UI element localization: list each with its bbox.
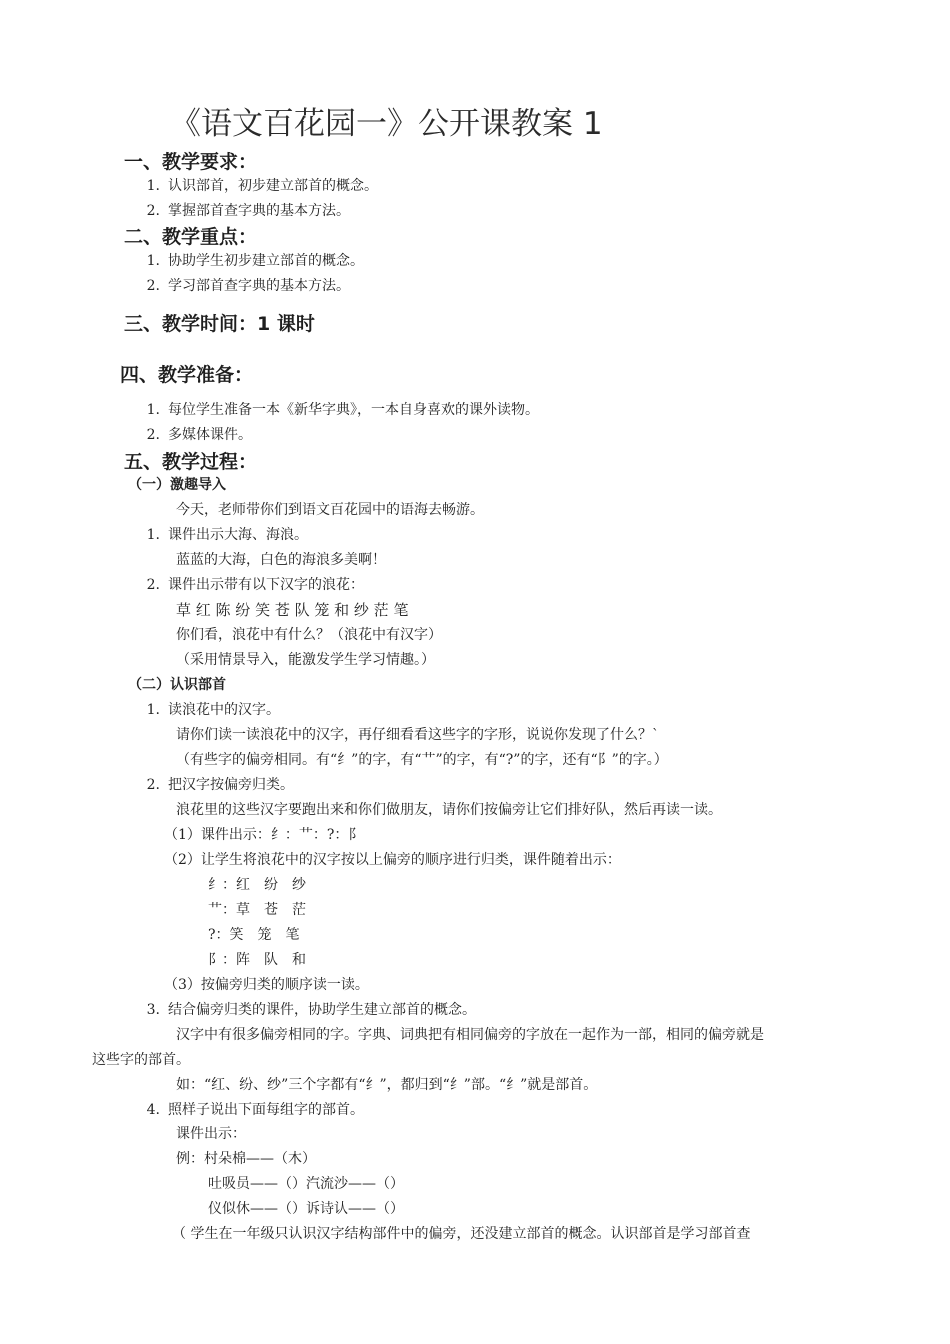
paragraph: 课件出示： bbox=[176, 1126, 246, 1142]
paragraph-note: （ 学生在一年级只认识汉字结构部件中的偏旁，还没建立部首的概念。认识部首是学习部首查 bbox=[172, 1226, 751, 1242]
paragraph: 你们看，浪花中有什么？（浪花中有汉字） bbox=[176, 627, 442, 643]
list-item: 读浪花中的汉字。 bbox=[168, 702, 280, 718]
list-number: 1. bbox=[146, 178, 160, 194]
list-number: 2. bbox=[146, 577, 160, 593]
paragraph: 蓝蓝的大海，白色的海浪多美啊！ bbox=[176, 552, 386, 568]
list-number: 3. bbox=[146, 1002, 160, 1018]
paragraph: （有些字的偏旁相同。有“纟”的字，有“艹”的字，有“?”的字，还有“阝”的字。） bbox=[176, 752, 668, 768]
list-item: 协助学生初步建立部首的概念。 bbox=[168, 253, 364, 269]
list-item: 照样子说出下面每组字的部首。 bbox=[168, 1102, 364, 1118]
document-title: 《语文百花园一》公开课教案 1 bbox=[170, 106, 603, 142]
paragraph: （2）让学生将浪花中的汉字按以上偏旁的顺序进行归类，课件随着出示： bbox=[164, 852, 621, 868]
radical-group: 艹：草 苍 茫 bbox=[208, 902, 306, 918]
paragraph: （3）按偏旁归类的顺序读一读。 bbox=[164, 977, 369, 993]
section-heading-requirements: 一、教学要求： bbox=[124, 151, 258, 173]
section-heading-process: 五、教学过程： bbox=[124, 451, 258, 473]
list-number: 1. bbox=[146, 253, 160, 269]
character-list: 草 红 陈 纷 笑 苍 队 笼 和 纱 茫 笔 bbox=[176, 601, 409, 619]
list-number: 2. bbox=[146, 203, 160, 219]
radical-group: 纟：红 纷 纱 bbox=[208, 877, 306, 893]
example-line: 吐吸员——（）汽流沙——（） bbox=[208, 1176, 404, 1192]
example-line: 仪似休——（）诉诗认——（） bbox=[208, 1201, 404, 1217]
example-line: 例：村朵棉——（木） bbox=[176, 1151, 316, 1167]
paragraph: 浪花里的这些汉字要跑出来和你们做朋友，请你们按偏旁让它们排好队，然后再读一读。 bbox=[176, 802, 722, 818]
list-item: 认识部首，初步建立部首的概念。 bbox=[168, 178, 378, 194]
subsection-heading-radicals: （二）认识部首 bbox=[128, 677, 226, 693]
list-number: 2. bbox=[146, 427, 160, 443]
list-number: 4. bbox=[146, 1102, 160, 1118]
paragraph: （1）课件出示：纟：艹：?：阝 bbox=[164, 827, 363, 843]
list-number: 1. bbox=[146, 527, 160, 543]
list-number: 1. bbox=[146, 402, 160, 418]
section-heading-preparation: 四、教学准备： bbox=[120, 364, 254, 386]
paragraph-continued: 这些字的部首。 bbox=[92, 1052, 190, 1068]
list-item: 多媒体课件。 bbox=[168, 427, 252, 443]
paragraph: 请你们读一读浪花中的汉字，再仔细看看这些字的字形，说说你发现了什么？` bbox=[176, 727, 659, 743]
paragraph: 今天，老师带你们到语文百花园中的语海去畅游。 bbox=[176, 502, 484, 518]
radical-group: ?：笑 笼 笔 bbox=[208, 927, 300, 943]
list-item: 把汉字按偏旁归类。 bbox=[168, 777, 294, 793]
list-item: 掌握部首查字典的基本方法。 bbox=[168, 203, 350, 219]
paragraph: 汉字中有很多偏旁相同的字。字典、词典把有相同偏旁的字放在一起作为一部，相同的偏旁就是 bbox=[176, 1027, 764, 1043]
paragraph-note: （采用情景导入，能激发学生学习情趣。） bbox=[176, 652, 435, 668]
section-heading-time: 三、教学时间：1 课时 bbox=[124, 313, 315, 335]
list-number: 2. bbox=[146, 777, 160, 793]
radical-group: 阝：阵 队 和 bbox=[208, 952, 306, 968]
subsection-heading-intro: （一）激趣导入 bbox=[128, 477, 226, 493]
list-item: 学习部首查字典的基本方法。 bbox=[168, 278, 350, 294]
section-heading-key-points: 二、教学重点： bbox=[124, 226, 258, 248]
list-number: 1. bbox=[146, 702, 160, 718]
list-item: 每位学生准备一本《新华字典》，一本自身喜欢的课外读物。 bbox=[168, 402, 539, 418]
paragraph: 如：“红、纷、纱”三个字都有“纟”，都归到“纟”部。“纟”就是部首。 bbox=[176, 1077, 598, 1093]
list-item: 课件出示带有以下汉字的浪花： bbox=[168, 577, 364, 593]
list-item: 结合偏旁归类的课件，协助学生建立部首的概念。 bbox=[168, 1002, 476, 1018]
list-item: 课件出示大海、海浪。 bbox=[168, 527, 308, 543]
list-number: 2. bbox=[146, 278, 160, 294]
